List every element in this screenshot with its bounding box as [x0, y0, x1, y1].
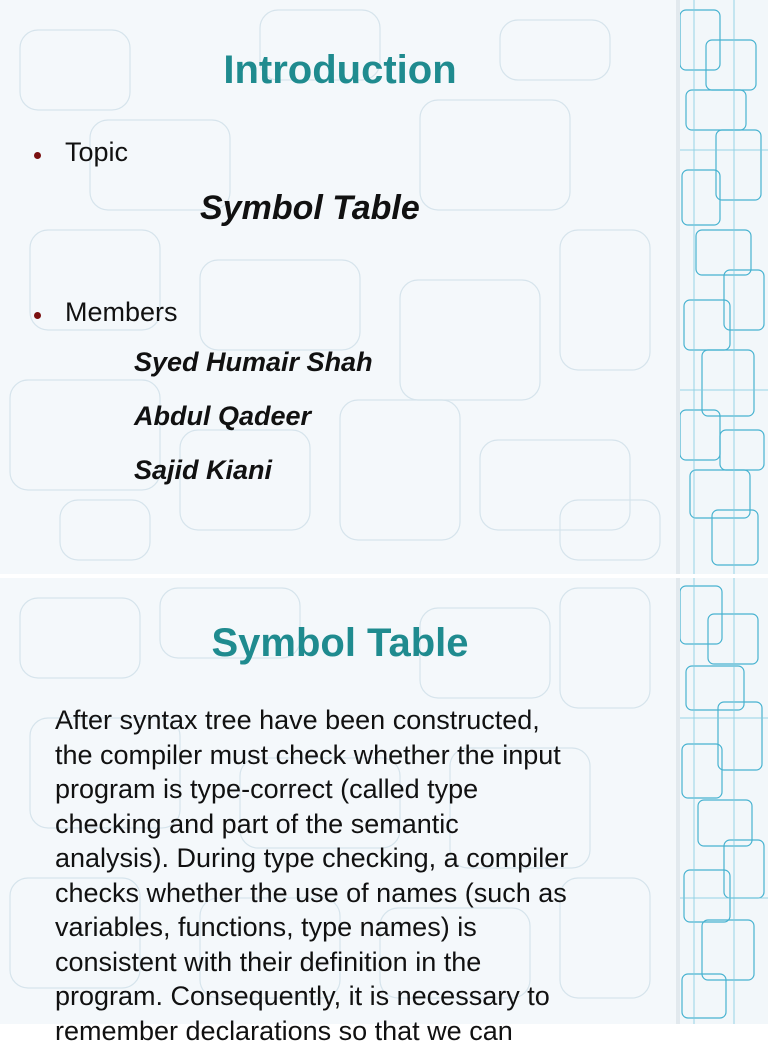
text-line: checks whether the use of names (such as — [55, 876, 655, 911]
text-line: program. Consequently, it is necessary to — [55, 979, 655, 1014]
text-line: program is type-correct (called type — [55, 772, 655, 807]
text-line: remember declarations so that we can — [55, 1014, 655, 1048]
body-paragraph — [55, 703, 655, 1048]
slide-title: Introduction — [0, 48, 680, 93]
text-line: consistent with their definition in the — [55, 945, 655, 980]
member-name: Sajid Kiani — [134, 455, 272, 486]
text-line: checking and part of the semantic — [55, 807, 655, 842]
slide-symbol-table — [0, 578, 768, 1024]
text-line: After syntax tree have been constructed, — [55, 703, 655, 738]
text-line: variables, functions, type names) is — [55, 910, 655, 945]
members-label: Members — [65, 297, 178, 328]
bullet-members — [34, 297, 178, 328]
member-name: Syed Humair Shah — [134, 347, 373, 378]
slide-title: Symbol Table — [0, 621, 680, 666]
text-line: the compiler must check whether the input — [55, 738, 655, 773]
bullet-dot-icon — [34, 152, 41, 159]
member-name: Abdul Qadeer — [134, 401, 311, 432]
decorative-side-band — [676, 578, 768, 1024]
topic-value: Symbol Table — [200, 189, 420, 228]
text-line: analysis). During type checking, a compiler — [55, 841, 655, 876]
bullet-dot-icon — [34, 312, 41, 319]
bullet-topic — [34, 137, 128, 168]
decorative-side-band — [676, 0, 768, 574]
topic-label: Topic — [65, 137, 128, 168]
